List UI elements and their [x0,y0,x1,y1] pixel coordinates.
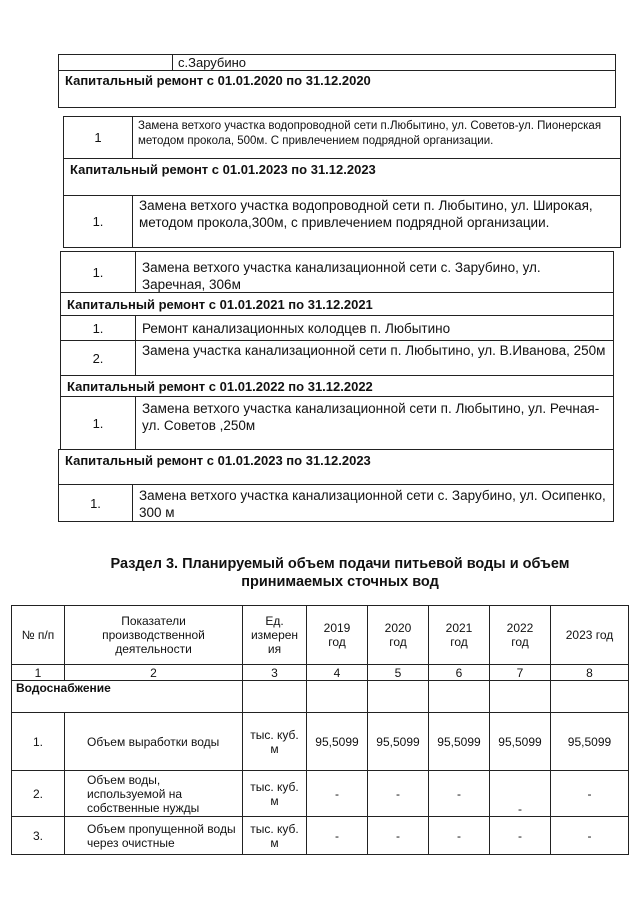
period-heading-2022 [60,375,614,397]
item-b-text: Замена ветхого участка водопроводной сети п. Любытино, ул. Широкая, методом прокола,300м, с привлечением подрядной организации. [139,198,593,230]
group-label: Водоснабжение [12,681,243,713]
village-name: с.Зарубино [178,55,247,70]
row-value: - [551,771,629,817]
period-heading-2023b-text: Капитальный ремонт с 01.01.2023 по 31.12.2023 [65,453,371,468]
header-cell: № п/п [12,606,65,665]
column-number-row [12,665,629,681]
row-value: - [307,771,368,817]
row-name: Объем пропущенной воды через очистные [65,817,243,855]
row-number: 3. [12,817,65,855]
row-value: - [490,817,551,855]
item-d-text-cell [135,315,614,341]
item-b-number: 1. [63,195,133,248]
row-name: Объем воды, используемой на собственные нужды [65,771,243,817]
header-cell: Показатели производственной деятельности [65,606,243,665]
period-heading-2022-text: Капитальный ремонт с 01.01.2022 по 31.12.2022 [67,378,373,394]
column-number: 1 [12,665,65,681]
header-cell: 2022 год [490,606,551,665]
row-name: Объем выработки воды [65,713,243,771]
water-supply-table [11,605,629,855]
row-unit: тыс. куб. м [243,771,307,817]
column-number: 2 [65,665,243,681]
row-value: - [368,771,429,817]
item-a-text: Замена ветхого участка водопроводной сети п.Любытино, ул. Советов-ул. Пионерская методом прокола, 500м. С привлечением подрядной организации. [138,120,602,147]
table-header-row [12,606,629,665]
section3-title-line2: принимаемых сточных вод [241,574,439,590]
table-row [12,817,629,855]
row-value: - [368,817,429,855]
village-row-left [58,54,173,71]
period-heading-2023a-text: Капитальный ремонт с 01.01.2023 по 31.12.2023 [70,162,376,177]
item-g-text-cell [132,484,614,522]
column-number: 5 [368,665,429,681]
column-number: 8 [551,665,629,681]
row-value: - [429,771,490,817]
item-f-text-cell [135,396,614,450]
item-c-number: 1. [60,251,136,293]
period-heading-2023b [58,449,614,485]
row-value: - [429,817,490,855]
row-value: 95,5099 [490,713,551,771]
row-value: 95,5099 [307,713,368,771]
row-value: - [551,817,629,855]
section3-title [60,555,620,591]
header-cell: 2019 год [307,606,368,665]
section3-title-line1: Раздел 3. Планируемый объем подачи питьевой воды и объем [110,556,570,572]
period-heading-2020 [58,70,616,108]
column-number: 6 [429,665,490,681]
item-d-number: 1. [60,315,136,341]
item-e-text-cell [135,340,614,376]
item-c-text: Замена ветхого участка канализационной сети с. Зарубино, ул. Заречная, 306м [142,260,541,292]
item-e-text: Замена участка канализационной сети п. Любытино, ул. В.Иванова, 250м [142,343,606,358]
group-row [12,681,629,713]
row-value: - [307,817,368,855]
column-number: 4 [307,665,368,681]
header-cell: Ед. измерен ия [243,606,307,665]
item-g-number: 1. [58,484,133,522]
table-row [12,713,629,771]
item-g-text: Замена ветхого участка канализационной сети с. Зарубино, ул. Осипенко, 300 м [139,488,606,520]
row-unit: тыс. куб. м [243,713,307,771]
item-a-text-cell [132,116,621,159]
period-heading-2023a [63,158,621,196]
period-heading-2020-text: Капитальный ремонт с 01.01.2020 по 31.12.2020 [65,73,371,88]
column-number: 3 [243,665,307,681]
row-number: 2. [12,771,65,817]
item-b-text-cell [132,195,621,248]
item-f-number: 1. [60,396,136,450]
row-value: - [490,771,551,817]
header-cell: 2020 год [368,606,429,665]
row-value: 95,5099 [551,713,629,771]
period-heading-2021-text: Капитальный ремонт с 01.01.2021 по 31.12.2021 [67,296,373,312]
row-value: 95,5099 [429,713,490,771]
column-number: 7 [490,665,551,681]
item-f-text: Замена ветхого участка канализационной сети п. Любытино, ул. Речная- ул. Советов ,250м [142,401,600,433]
header-cell: 2023 год [551,606,629,665]
row-unit: тыс. куб. м [243,817,307,855]
item-d-text: Ремонт канализационных колодцев п. Любытино [142,320,451,336]
item-a-number: 1 [63,116,133,159]
item-c-text-cell [135,251,614,293]
header-cell: 2021 год [429,606,490,665]
period-heading-2021 [60,292,614,316]
table-row [12,771,629,817]
item-e-number: 2. [60,340,136,376]
row-number: 1. [12,713,65,771]
row-value: 95,5099 [368,713,429,771]
